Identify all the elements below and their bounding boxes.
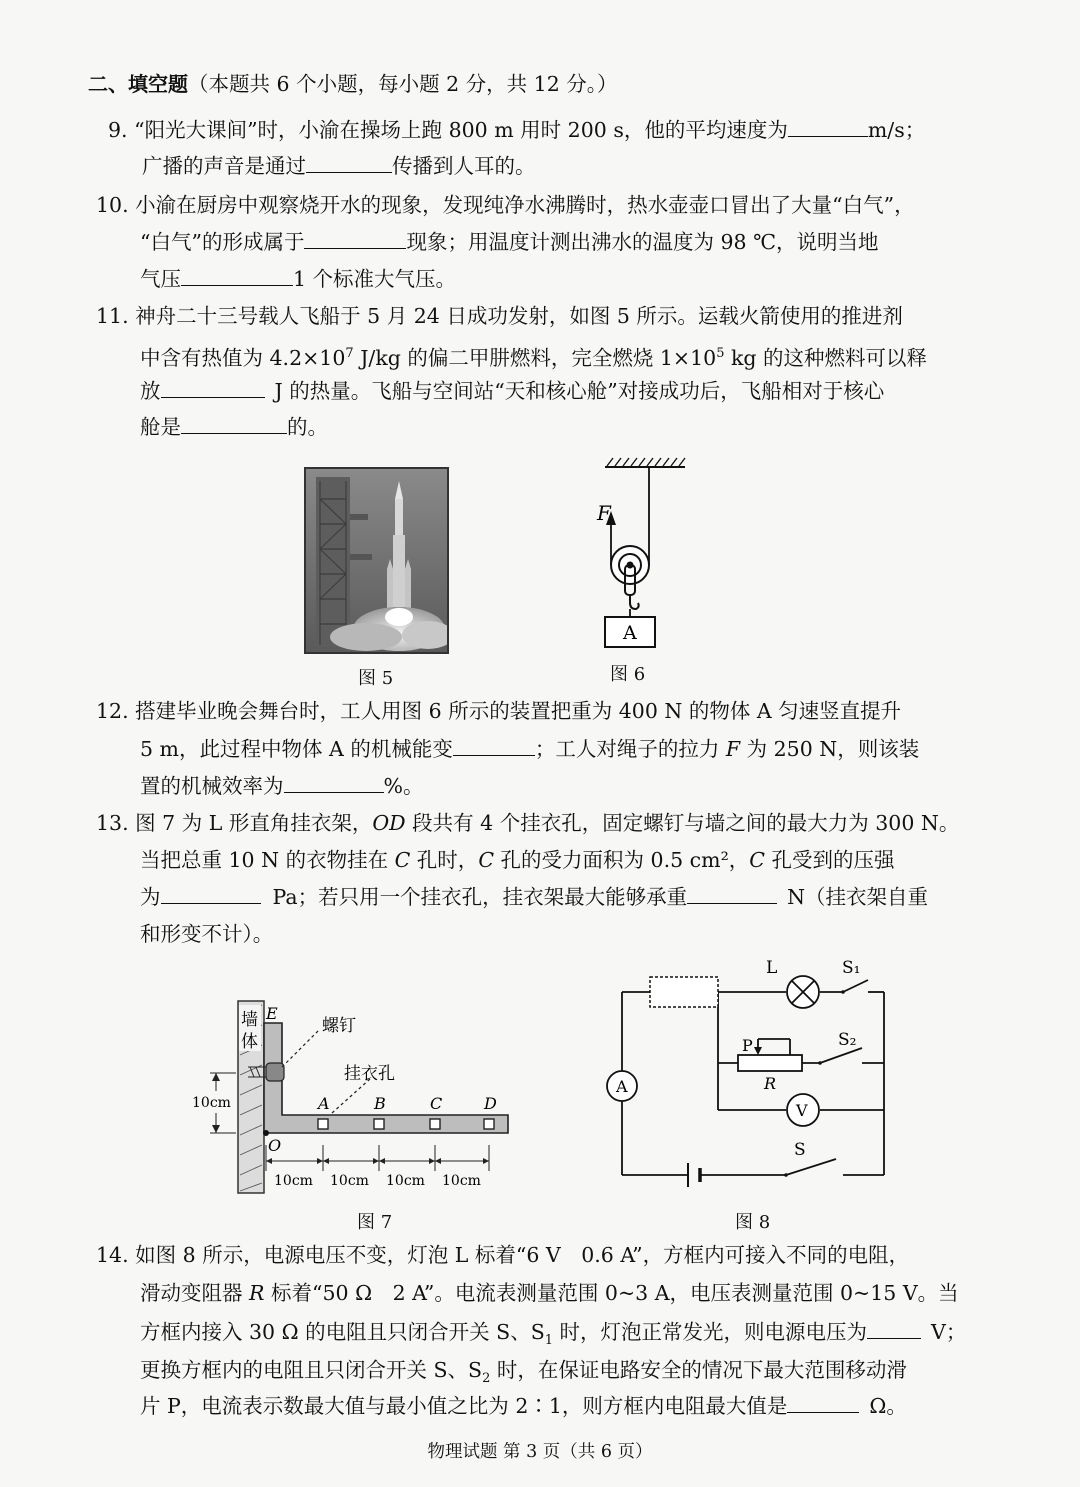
hole-symbol: C	[478, 848, 494, 872]
switch-s-icon	[786, 1159, 836, 1175]
rheostat-label: R	[764, 1074, 777, 1093]
resistor-box	[650, 977, 718, 1007]
question-13-line-1	[96, 807, 959, 839]
answer-blank[interactable]	[306, 154, 392, 173]
subscript: 1	[544, 1333, 554, 1349]
answer-blank[interactable]	[181, 267, 293, 286]
segment-3-dimension: 10cm	[386, 1173, 425, 1189]
answer-blank[interactable]	[161, 885, 261, 904]
ammeter-label: A	[616, 1077, 628, 1096]
answer-blank[interactable]	[161, 379, 265, 398]
voltmeter-label: V	[796, 1101, 808, 1120]
question-text: 和形变不计）。	[140, 922, 274, 946]
question-text: 方框内接入 30 Ω 的电阻且只闭合开关 S、S	[140, 1320, 545, 1344]
hole-symbol: C	[749, 848, 765, 872]
question-text: kg 的这种燃料可以释	[724, 345, 928, 370]
point-o-label: O	[268, 1136, 282, 1155]
question-text: 孔受到的压强	[764, 848, 895, 872]
lamp-label: L	[766, 958, 778, 978]
point-a-label: A	[318, 1094, 330, 1113]
question-text: 的。	[287, 415, 328, 439]
question-text: J/kg 的偏二甲肼燃料，完全燃烧 1×10	[353, 345, 717, 370]
question-text: 如图 8 所示，电源电压不变，灯泡 L 标着“6 V 0.6 A”，方框内可接入不同的电阻，	[135, 1243, 910, 1267]
hole-c	[430, 1119, 440, 1129]
question-text: 孔的受力面积为 0.5 cm²，	[494, 848, 750, 872]
hole-a	[318, 1119, 328, 1129]
question-text: 当把总重 10 N 的衣物挂在	[140, 848, 395, 872]
question-text: 时，在保证电路安全的情况下最大范围移动滑	[490, 1358, 907, 1382]
answer-blank[interactable]	[787, 1394, 859, 1413]
point-d-label: D	[484, 1094, 497, 1113]
question-14-line-1	[96, 1239, 909, 1271]
question-12-line-2	[140, 733, 919, 765]
question-text: 更换方框内的电阻且只闭合开关 S、S	[140, 1358, 483, 1382]
segment-4-dimension: 10cm	[442, 1173, 481, 1189]
switch-s2-label: S₂	[838, 1030, 857, 1050]
question-number: 14.	[96, 1243, 129, 1267]
screw-icon	[266, 1063, 284, 1081]
segment-1-dimension: 10cm	[274, 1173, 313, 1189]
question-11-line-1	[96, 300, 903, 332]
answer-blank[interactable]	[181, 415, 287, 434]
question-text: 神舟二十三号载人飞船于 5 月 24 日成功发射，如图 5 所示。运载火箭使用的推进剂	[135, 304, 903, 328]
question-11-line-4	[140, 411, 328, 443]
section-note: （本题共 6 个小题，每小题 2 分，共 12 分。）	[188, 72, 618, 96]
question-text: 搭建毕业晚会舞台时，工人用图 6 所示的装置把重为 400 N 的物体 A 匀速竖直提升	[135, 699, 902, 723]
height-dimension: 10cm	[192, 1095, 231, 1111]
question-number: 13.	[96, 811, 129, 835]
question-13-line-4	[140, 918, 273, 950]
rheostat-icon	[738, 1055, 802, 1071]
question-14-line-4	[140, 1354, 907, 1395]
question-12-line-3	[140, 770, 423, 802]
segment-2-dimension: 10cm	[330, 1173, 369, 1189]
point-c-label: C	[430, 1094, 443, 1113]
force-label: F	[597, 501, 611, 525]
question-text: V；	[931, 1320, 967, 1344]
question-number: 9.	[108, 118, 128, 142]
resistor-symbol: R	[249, 1281, 265, 1305]
switch-s1-icon	[843, 980, 868, 992]
segment-symbol: OD	[372, 811, 406, 835]
point-e-label: E	[266, 1004, 278, 1023]
figure-7-caption: 图 7	[357, 1212, 393, 1233]
question-14-line-5	[140, 1390, 907, 1422]
hole-label: 挂衣孔	[344, 1064, 395, 1084]
question-text: %。	[383, 774, 424, 798]
question-text: 为	[140, 885, 161, 909]
question-text: Ω。	[869, 1394, 907, 1418]
question-text: 时，灯泡正常发光，则电源电压为	[553, 1320, 868, 1344]
question-9-line-2	[142, 150, 536, 182]
question-text: 广播的声音是通过	[142, 154, 306, 178]
answer-blank[interactable]	[453, 737, 535, 756]
page-footer: 物理试题 第 3 页（共 6 页）	[427, 1442, 653, 1462]
switch-s-label: S	[794, 1140, 806, 1160]
force-symbol: F	[725, 737, 741, 761]
question-number: 10.	[96, 193, 129, 217]
question-11-line-3	[140, 375, 884, 407]
question-number: 12.	[96, 699, 129, 723]
figure-6-caption: 图 6	[610, 664, 646, 685]
question-14-line-2	[140, 1277, 959, 1309]
answer-blank[interactable]	[284, 774, 384, 793]
exponent: 7	[345, 346, 354, 361]
question-13-line-3	[140, 881, 928, 913]
question-text: 小渝在厨房中观察烧开水的现象，发现纯净水沸腾时，热水壶壶口冒出了大量“白气”，	[135, 193, 915, 217]
question-text: m/s；	[867, 118, 926, 142]
figure-8-caption: 图 8	[735, 1212, 771, 1233]
hole-d	[484, 1119, 494, 1129]
rocket-launch-image	[306, 469, 447, 652]
question-text: 传播到人耳的。	[392, 154, 536, 178]
wall-label-2: 体	[241, 1032, 258, 1052]
figure-6-pulley-diagram	[585, 455, 695, 655]
question-text: 片 P，电流表示数最大值与最小值之比为 2∶1，则方框内电阻最大值是	[140, 1394, 788, 1418]
question-text: 放	[140, 379, 161, 403]
question-12-line-1	[96, 695, 901, 727]
section-heading	[88, 68, 618, 100]
hook-icon	[630, 595, 639, 609]
question-11-line-2	[140, 338, 927, 374]
question-text: “白气”的形成属于	[140, 230, 305, 254]
figure-5-caption: 图 5	[358, 668, 394, 689]
question-text: N（挂衣架自重	[787, 885, 929, 909]
ceiling-hatch	[605, 458, 685, 467]
question-number: 11.	[96, 304, 129, 328]
question-9-line-1	[108, 114, 925, 146]
switch-s1-label: S₁	[842, 958, 861, 978]
question-10-line-3	[140, 263, 456, 295]
question-text: 气压	[140, 267, 181, 291]
question-text: 孔时，	[410, 848, 479, 872]
figure-7-hanger-diagram	[190, 995, 520, 1200]
question-text: 为 250 N，则该装	[740, 737, 920, 761]
question-text: 5 m，此过程中物体 A 的机械能变	[140, 737, 453, 761]
question-13-line-2	[140, 844, 895, 876]
question-text: 1 个标准大气压。	[293, 267, 457, 291]
question-text: 置的机械效率为	[140, 774, 284, 798]
question-text: 图 7 为 L 形直角挂衣架，	[135, 811, 373, 835]
figure-8-circuit-diagram	[598, 955, 898, 1195]
question-text: “阳光大课间”时，小渝在操场上跑 800 m 用时 200 s，他的平均速度为	[134, 118, 788, 142]
subscript: 2	[482, 1371, 491, 1387]
hole-b	[374, 1119, 384, 1129]
slider-arrow-icon	[754, 1047, 762, 1055]
hole-symbol: C	[394, 848, 411, 872]
question-text: 现象；用温度计测出沸水的温度为 98 ℃，说明当地	[406, 230, 879, 254]
question-text: Pa；若只用一个挂衣孔，挂衣架最大能够承重	[272, 885, 688, 909]
question-text: 滑动变阻器	[140, 1281, 250, 1305]
question-14-line-3	[140, 1316, 966, 1357]
switch-s2-icon	[820, 1048, 862, 1063]
answer-blank[interactable]	[304, 230, 406, 249]
figure-5-rocket-photo	[304, 467, 449, 654]
question-text: 标着“50 Ω 2 A”。电流表测量范围 0~3 A，电压表测量范围 0~15 V。当	[264, 1281, 959, 1305]
answer-blank[interactable]	[687, 885, 777, 904]
slider-label: P	[742, 1036, 753, 1055]
question-text: 段共有 4 个挂衣孔，固定螺钉与墙之间的最大力为 300 N。	[405, 811, 960, 835]
question-text: 中含有热值为 4.2×10	[140, 345, 346, 370]
exponent: 5	[716, 346, 725, 361]
block-label: A	[623, 622, 637, 644]
screw-label: 螺钉	[322, 1016, 356, 1036]
answer-blank[interactable]	[788, 118, 868, 137]
wall-label-1: 墙	[241, 1010, 258, 1030]
point-b-label: B	[374, 1094, 386, 1113]
question-text: J 的热量。飞船与空间站“天和核心舱”对接成功后，飞船相对于核心	[274, 379, 885, 403]
question-10-line-2	[140, 226, 879, 258]
question-text: 舱是	[140, 415, 181, 439]
section-title: 二、填空题	[88, 72, 188, 96]
question-10-line-1	[96, 189, 915, 221]
question-text: ；工人对绳子的拉力	[534, 737, 726, 761]
answer-blank[interactable]	[867, 1320, 921, 1339]
